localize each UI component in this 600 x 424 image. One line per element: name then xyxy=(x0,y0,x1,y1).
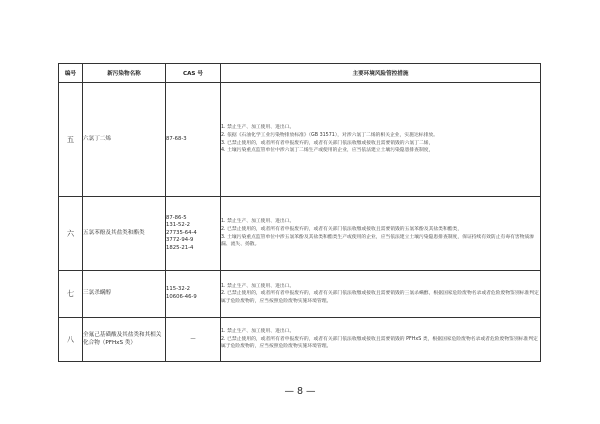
header-number: 编号 xyxy=(59,64,83,83)
measure-line: 3. 已禁止使用的，或者所有者申报废弃的，或者有关部门依法收缴或接收且需要销毁的六氯丁二烯， xyxy=(221,140,434,146)
pollutant-name: 五氯苯酚及其盐类和酯类 xyxy=(83,197,166,271)
cas-number: 87-86-5 131-52-2 27735-64-4 3772-94-9 1825-21-4 xyxy=(166,197,221,271)
header-name: 新污染物名称 xyxy=(83,64,166,83)
pollutant-control-table xyxy=(58,63,541,362)
control-measures xyxy=(221,83,541,197)
measure-line: 1. 禁止生产、加工使用、进出口。 xyxy=(221,125,295,131)
measure-line: 2. 已禁止使用的，或者所有者申报废弃的，或者有关部门依法收缴或接收且需要销毁的五氯苯酚及其盐类和酯类， xyxy=(221,226,463,232)
pollutant-name: 三氯杀螨醇 xyxy=(83,271,166,318)
control-measures xyxy=(221,318,541,362)
measure-line: 2. 已禁止使用的，或者所有者申报废弃的，或者有关部门依法收缴或接收且需要销毁的 PFHxS 类，根据国家危险废物名录或者危险废物鉴别标准判定属于危险废物的，应当按照危险废物实施环境管理。 xyxy=(221,336,538,350)
measure-line: 1. 禁止生产、加工使用、进出口。 xyxy=(221,283,295,289)
cas-number: 87-68-3 xyxy=(166,83,221,197)
row-number: 七 xyxy=(59,271,83,318)
table-header-row xyxy=(59,64,541,83)
control-measures xyxy=(221,197,541,271)
control-measures xyxy=(221,271,541,318)
measure-line: 4. 土壤污染重点监管单位中涉六氯丁二烯生产或使用的企业，应当依法建立土壤污染隐患排查制度， xyxy=(221,148,434,154)
table-row xyxy=(59,197,541,271)
row-number: 五 xyxy=(59,83,83,197)
table-row xyxy=(59,83,541,197)
page-number: — 8 — xyxy=(284,386,316,397)
table-row xyxy=(59,318,541,362)
measure-line: 2. 依据《石油化学工业污染物排放标准》（GB 31571），对涉六氯丁二烯的相关企业，实施达标排放。 xyxy=(221,132,438,138)
pollutant-name: 六氯丁二烯 xyxy=(83,83,166,197)
cas-number: 115-32-2 10606-46-9 xyxy=(166,271,221,318)
row-number: 六 xyxy=(59,197,83,271)
measure-line: 2. 已禁止使用的，或者所有者申报废弃的，或者有关部门依法收缴或接收且需要销毁的三氯杀螨醇，根据国家危险废物名录或者危险废物鉴别标准判定属于危险废物的，应当按照危险废物实施环境管理。 xyxy=(221,291,539,304)
measure-line: 1. 禁止生产、加工使用、进出口。 xyxy=(221,219,295,225)
header-measures: 主要环境风险管控措施 xyxy=(221,64,541,83)
measure-line: 3. 土壤污染重点监管单位中涉五氯苯酚及其盐类和酯类生产或使用的企业，应当依法建立土壤污染隐患排查制度，保证持续有效防止有毒有害物质渗漏、流失、扬散。 xyxy=(221,234,535,248)
cas-number: — xyxy=(166,318,221,362)
table-row xyxy=(59,271,541,318)
measure-line: 1. 禁止生产、加工使用、进出口。 xyxy=(221,329,295,335)
header-cas: CAS 号 xyxy=(166,64,221,83)
row-number: 八 xyxy=(59,318,83,362)
pollutant-name: 全氟己基磺酸及其盐类和其相关化合物（PFHxS 类） xyxy=(83,318,166,362)
